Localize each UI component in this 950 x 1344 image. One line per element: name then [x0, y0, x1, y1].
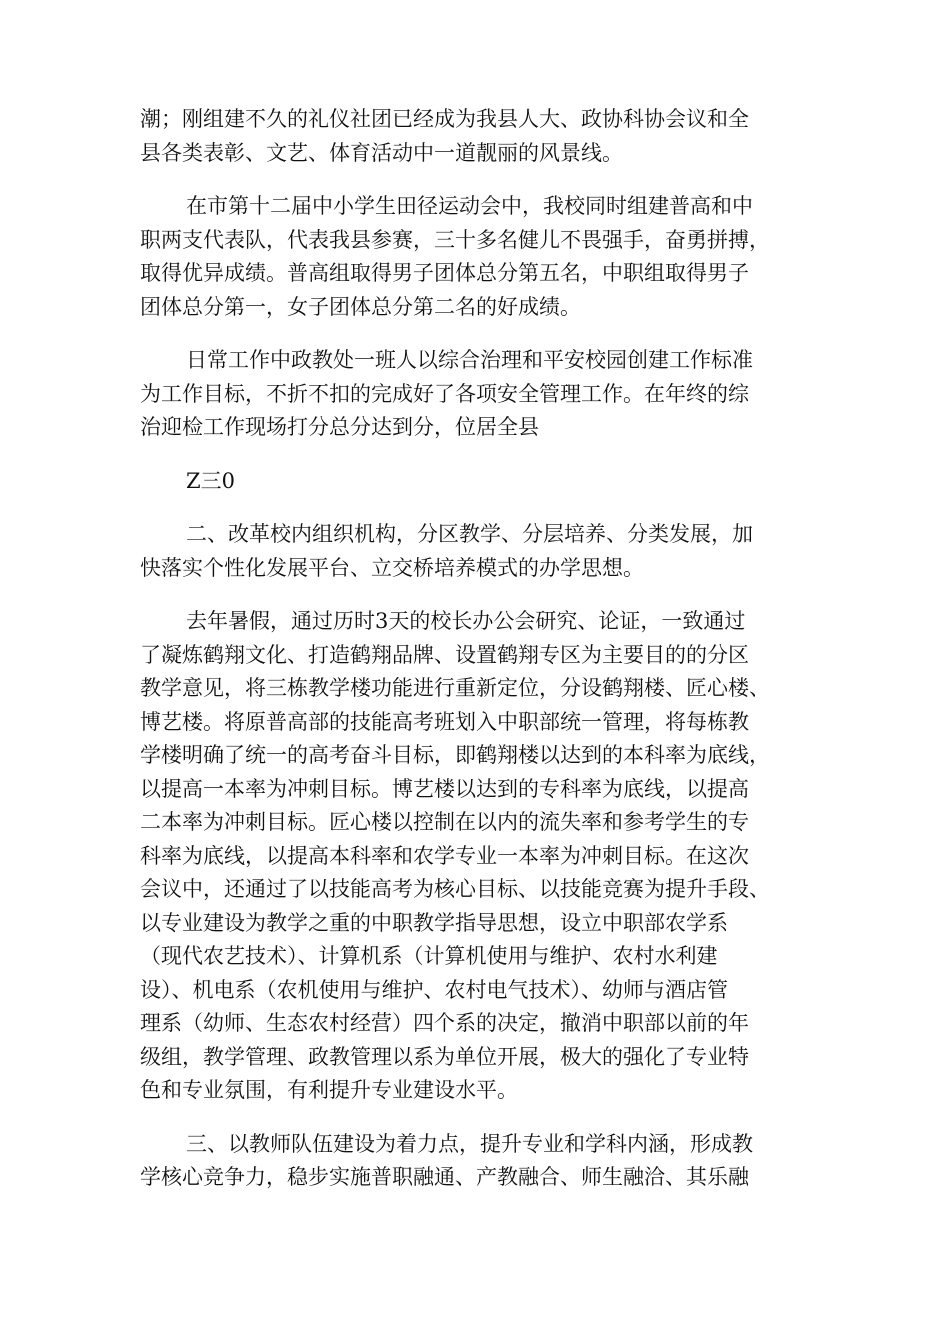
text-line: 在市第十二届中小学生田径运动会中，我校同时组建普高和中	[186, 194, 753, 218]
paragraph	[140, 465, 810, 499]
text-line: 去年暑假，通过历时3天的校长办公会研究、论证，一致通过	[186, 609, 746, 633]
text-line: 潮；刚组建不久的礼仪社团已经成为我县人大、政协科协会议和全	[140, 107, 749, 131]
text-line: 色和专业氛围，有利提升专业建设水平。	[140, 1078, 518, 1102]
text-line: 为工作目标，不折不扣的完成好了各项安全管理工作。在年终的综	[140, 381, 749, 406]
text-line: Z三0	[186, 468, 235, 493]
text-line: 博艺楼。将原普高部的技能高考班划入中职部统一管理，将每栋教	[140, 709, 749, 734]
text-line: 会议中，还通过了以技能高考为核心目标、以技能竞赛为提升手段、	[140, 877, 770, 901]
text-line: 二本率为冲刺目标。匠心楼以控制在以内的流失率和参考学生的专	[140, 810, 749, 834]
text-line: 职两支代表队，代表我县参赛，三十多名健儿不畏强手，奋勇拼搏，	[140, 227, 770, 252]
text-line: 学核心竞争力，稳步实施普职融通、产教融合、师生融洽、其乐融	[140, 1165, 749, 1189]
paragraph	[140, 344, 810, 445]
text-line: 团体总分第一，女子团体总分第二名的好成绩。	[140, 294, 581, 319]
text-line: 县各类表彰、文艺、体育活动中一道靓丽的风景线。	[140, 140, 623, 165]
text-line: 理系（幼师、生态农村经营）四个系的决定，撤消中职部以前的年	[140, 1011, 749, 1035]
text-line: 二、改革校内组织机构，分区教学、分层培养、分类发展，加	[186, 522, 753, 546]
text-line: 快落实个性化发展平台、立交桥培养模式的办学思想。	[140, 555, 644, 580]
paragraph	[140, 518, 810, 585]
paragraph	[140, 605, 810, 1108]
paragraph	[140, 103, 810, 170]
text-line: 设）、机电系（农机使用与维护、农村电气技术）、幼师与酒店管	[140, 977, 728, 1002]
text-line: 级组，教学管理、政教管理以系为单位开展，极大的强化了专业特	[140, 1044, 749, 1069]
document-page	[140, 103, 810, 1215]
text-line: 治迎检工作现场打分总分达到分，位居全县	[140, 415, 539, 439]
paragraph	[140, 1128, 810, 1195]
paragraph	[140, 190, 810, 324]
text-line: 以提高一本率为冲刺目标。博艺楼以达到的专科率为底线，以提高	[140, 776, 749, 801]
text-line: 日常工作中政教处一班人以综合治理和平安校园创建工作标准	[186, 348, 753, 372]
text-line: 科率为底线，以提高本科率和农学专业一本率为冲刺目标。在这次	[140, 843, 749, 868]
text-line: 学楼明确了统一的高考奋斗目标，即鹤翔楼以达到的本科率为底线，	[140, 743, 770, 767]
text-line: 教学意见，将三栋教学楼功能进行重新定位，分设鹤翔楼、匠心楼、	[140, 676, 770, 700]
text-line: 了凝炼鹤翔文化、打造鹤翔品牌、设置鹤翔专区为主要目的的分区	[140, 642, 749, 667]
text-line: （现代农艺技术）、计算机系（计算机使用与维护、农村水利建	[140, 944, 718, 968]
text-line: 三、以教师队伍建设为着力点，提升专业和学科内涵，形成教	[186, 1131, 753, 1156]
text-line: 以专业建设为教学之重的中职教学指导思想，设立中职部农学系	[140, 910, 728, 935]
text-line: 取得优异成绩。普高组取得男子团体总分第五名，中职组取得男子	[140, 261, 749, 285]
